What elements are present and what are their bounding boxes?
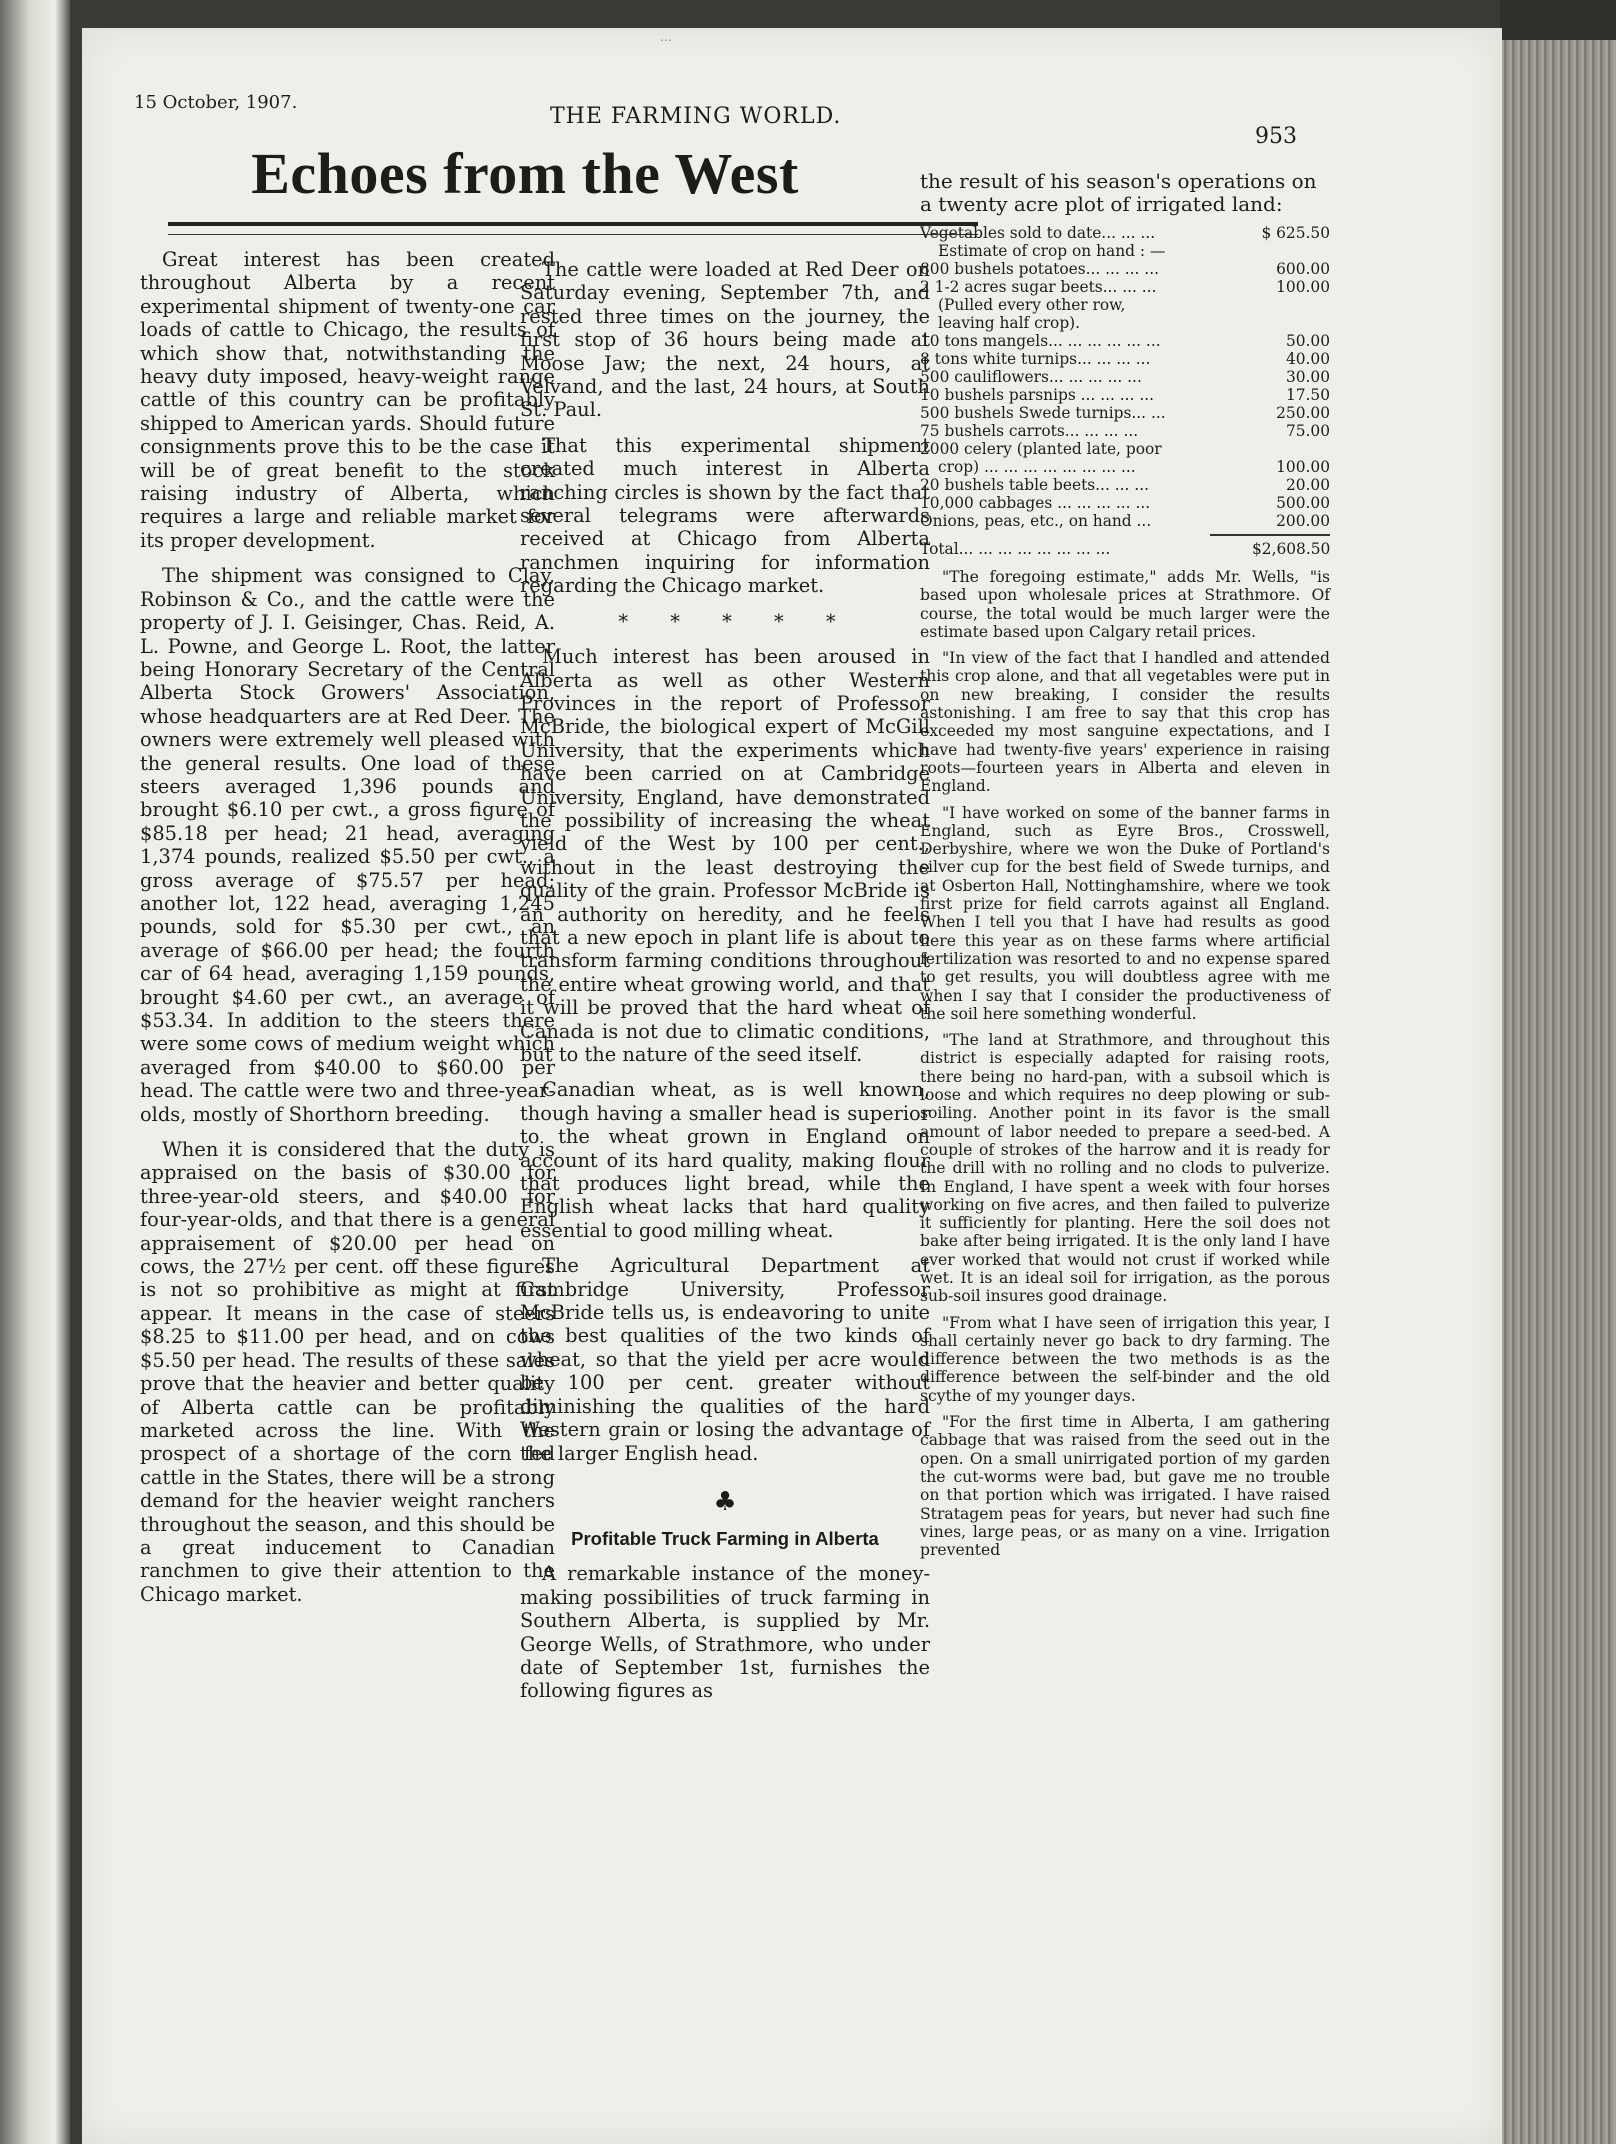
table-total-row: Total... ... ... ... ... ... ... ... $2,608.50 bbox=[920, 540, 1331, 558]
subheading: Profitable Truck Farming in Alberta bbox=[571, 1528, 879, 1550]
table-row: 800 bushels potatoes... ... ... ... 600.00 bbox=[920, 260, 1330, 278]
paragraph: "In view of the fact that I handled and attended this crop alone, and that all vegetables were put in on new breaking, I consider the results astonishing. I am free to say that this crop has exceeded my most sanguine expectations, and I have had twenty-five years' experience in raising roots—fourteen years in Alberta and eleven in England. bbox=[920, 649, 1330, 796]
table-row: Vegetables sold to date... ... ... $ 625.50 bbox=[920, 224, 1330, 242]
page-number: 953 bbox=[1255, 124, 1297, 149]
paragraph: "From what I have seen of irrigation this year, I shall certainly never go back to dry farming. The difference between the two methods is as the difference between the self-binder and the old scythe of my younger days. bbox=[920, 1313, 1330, 1405]
top-mark: ... bbox=[660, 30, 672, 44]
paragraph: When it is considered that the duty is appraised on the basis of $30.00 for three-year-old steers, and $40.00 for four-year-olds, and that there is a general appraisement of $20.00 per head on cows, the 27½ per cent. off these figures is not so prohibitive as might at first appear. It means in the case of steers $8.25 to $11.00 per head, and on cows $5.50 per head. The results of these sales prove that the heavier and better quality of Alberta cattle can be profitably marketed across the line. With the prospect of a shortage of the corn fed cattle in the States, there will be a strong demand for the heavier weight ranchers throughout the season, and this should be a great inducement to Canadian ranchmen to give their attention to the Chicago market. bbox=[140, 1138, 555, 1606]
table-row: Estimate of crop on hand : — bbox=[938, 242, 1166, 260]
figures-table bbox=[920, 224, 1330, 558]
quoted-letter bbox=[920, 568, 1330, 1559]
table-row: 8 tons white turnips... ... ... ... 40.00 bbox=[920, 350, 1330, 368]
table-row: crop) ... ... ... ... ... ... ... ... 100.00 bbox=[938, 458, 1330, 476]
paragraph: "The land at Strathmore, and throughout this district is especially adapted for raising roots, there being no hard-pan, with a subsoil which is loose and which requires no deep plowing or sub-soiling. Another point in its favor is the small amount of labor needed to prepare a seed-bed. A couple of strokes of the harrow and it is ready for the drill with no rolling and no clods to pulverize. In England, I have spent a week with four horses working on five acres, and then failed to pulverize it sufficiently for planting. Here the soil does not bake after being irrigated. It is the only land I have ever worked that would not crust if worked while wet. It is an ideal soil for irrigation, as the porous sub-soil insures good drainage. bbox=[920, 1031, 1330, 1306]
column-1 bbox=[140, 248, 555, 1618]
table-row: 10 tons mangels... ... ... ... ... ... 50.00 bbox=[920, 332, 1330, 350]
scan-background bbox=[1500, 0, 1616, 40]
table-row: 2000 celery (planted late, poor bbox=[920, 440, 1162, 458]
paragraph: The shipment was consigned to Clay, Robinson & Co., and the cattle were the property of J. I. Geisinger, Chas. Reid, A. L. Powne, and George L. Root, the latter being Honorary Secretary of the Central Alberta Stock Growers' Association, whose headquarters are at Red Deer. The owners were extremely well pleased with the general results. One load of these steers averaged 1,396 pounds and brought $6.10 per cwt., a gross figure of $85.18 per head; 21 head, averaging 1,374 pounds, realized $5.50 per cwt., a gross average of $75.57 per head; another lot, 122 head, averaging 1,245 pounds, sold for $5.30 per cwt., an average of $66.00 per head; the fourth car of 64 head, averaging 1,159 pounds, brought $4.60 per cwt., an average of $53.34. In addition to the steers there were some cows of medium weight which averaged from $40.00 to $60.00 per head. The cattle were two and three-year-olds, mostly of Shorthorn breeding. bbox=[140, 564, 555, 1126]
total-rule bbox=[1210, 534, 1330, 536]
club-ornament-icon: ♣ bbox=[713, 1486, 737, 1517]
page-edges bbox=[1500, 40, 1616, 2144]
paragraph: A remarkable instance of the money-making possibilities of truck farming in Southern Alberta, is supplied by Mr. George Wells, of Strathmore, who under date of September 1st, furnishes the following figures as bbox=[520, 1562, 930, 1703]
paragraph: "The foregoing estimate," adds Mr. Wells, "is based upon wholesale prices at Strathmore. Of course, the total would be much larger were the estimate based upon Calgary retail prices. bbox=[920, 568, 1330, 641]
paragraph: "For the first time in Alberta, I am gathering cabbage that was raised from the seed out in the open. On a small unirrigated portion of my garden the cut-worms were bad, but gave me no trouble on that portion which was irrigated. I have raised Stratagem peas for years, but never had such fine vines, large peas, or as many on a vine. Irrigation prevented bbox=[920, 1413, 1330, 1560]
paragraph: Great interest has been created throughout Alberta by a recent experimental shipment of twenty-one car loads of cattle to Chicago, the results of which show that, notwithstanding the heavy duty imposed, heavy-weight range cattle of this country can be profitably shipped to American yards. Should future consignments prove this to be the case it will be of great benefit to the stock raising industry of Alberta, which requires a large and reliable market for its proper development. bbox=[140, 248, 555, 552]
table-row: 500 cauliflowers... ... ... ... ... 30.00 bbox=[920, 368, 1330, 386]
table-row: 500 bushels Swede turnips... ... 250.00 bbox=[920, 404, 1330, 422]
column-3 bbox=[920, 170, 1330, 1567]
article-headline: Echoes from the West bbox=[251, 141, 799, 206]
table-row: leaving half crop). bbox=[938, 314, 1081, 332]
paragraph: The Agricultural Department at Cambridge University, Professor McBride tells us, is endeavoring to unite the best qualities of the two kinds of wheat, so that the yield per acre would be 100 per cent. greater without diminishing the qualities of the hard Western grain or losing the advantage of the larger English head. bbox=[520, 1254, 930, 1465]
paragraph: That this experimental shipment created much interest in Alberta ranching circles is shown by the fact that several telegrams were afterwards received at Chicago from Alberta ranchmen inquiring for information regarding the Chicago market. bbox=[520, 433, 930, 598]
headline-rule bbox=[168, 222, 978, 235]
section-separator: * * * * * bbox=[618, 609, 854, 633]
table-row: 2 1-2 acres sugar beets... ... ... 100.00 bbox=[920, 278, 1330, 296]
table-row: 20 bushels table beets... ... ... 20.00 bbox=[920, 476, 1330, 494]
column-intro: the result of his season's operations on a twenty acre plot of irrigated land: bbox=[920, 169, 1317, 216]
table-row: 10 bushels parsnips ... ... ... ... 17.50 bbox=[920, 386, 1330, 404]
paragraph: Much interest has been aroused in Alberta as well as other Western Provinces in the report of Professor McBride, the biological expert of McGill University, that the experiments which have been carried on at Cambridge University, England, have demonstrated the possibility of increasing the wheat yield of the West by 100 per cent., without in the least destroying the quality of the grain. Professor McBride is an authority on heredity, and he feels that a new epoch in plant life is about to transform farming conditions throughout the entire wheat growing world, and that it will be proved that the hard wheat of Canada is not due to climatic conditions, but to the nature of the seed itself. bbox=[520, 645, 930, 1066]
binding-shadow bbox=[0, 0, 70, 2144]
paragraph: "I have worked on some of the banner farms in England, such as Eyre Bros., Crosswell, Derbyshire, where we won the Duke of Portland's silver cup for the best field of Swede turnips, and at Osberton Hall, Nottinghamshire, where we took first prize for field carrots against all England. When I tell you that I have had results as good here this year as on these farms where artificial fertilization was resorted to and no expense spared to get results, you will doubtless agree with me when I say that I consider the productiveness of the soil here something wonderful. bbox=[920, 803, 1330, 1023]
table-row: 75 bushels carrots... ... ... ... 75.00 bbox=[920, 422, 1330, 440]
table-row: (Pulled every other row, bbox=[938, 296, 1126, 314]
issue-date: 15 October, 1907. bbox=[134, 92, 298, 113]
table-row: 10,000 cabbages ... ... ... ... ... 500.00 bbox=[920, 494, 1330, 512]
column-2 bbox=[520, 258, 930, 1715]
paragraph: The cattle were loaded at Red Deer on Saturday evening, September 7th, and rested three times on the journey, the first stop of 36 hours being made at Moose Jaw; the next, 24 hours, at Velvand, and the last, 24 hours, at South St. Paul. bbox=[520, 258, 930, 422]
paragraph: Canadian wheat, as is well known, though having a smaller head is superior to the wheat grown in England on account of its hard quality, making flour that produces light bread, while the English wheat lacks that hard quality essential to good milling wheat. bbox=[520, 1078, 930, 1242]
publication-title: THE FARMING WORLD. bbox=[550, 104, 842, 129]
table-row: Onions, peas, etc., on hand ... 200.00 bbox=[920, 512, 1330, 530]
